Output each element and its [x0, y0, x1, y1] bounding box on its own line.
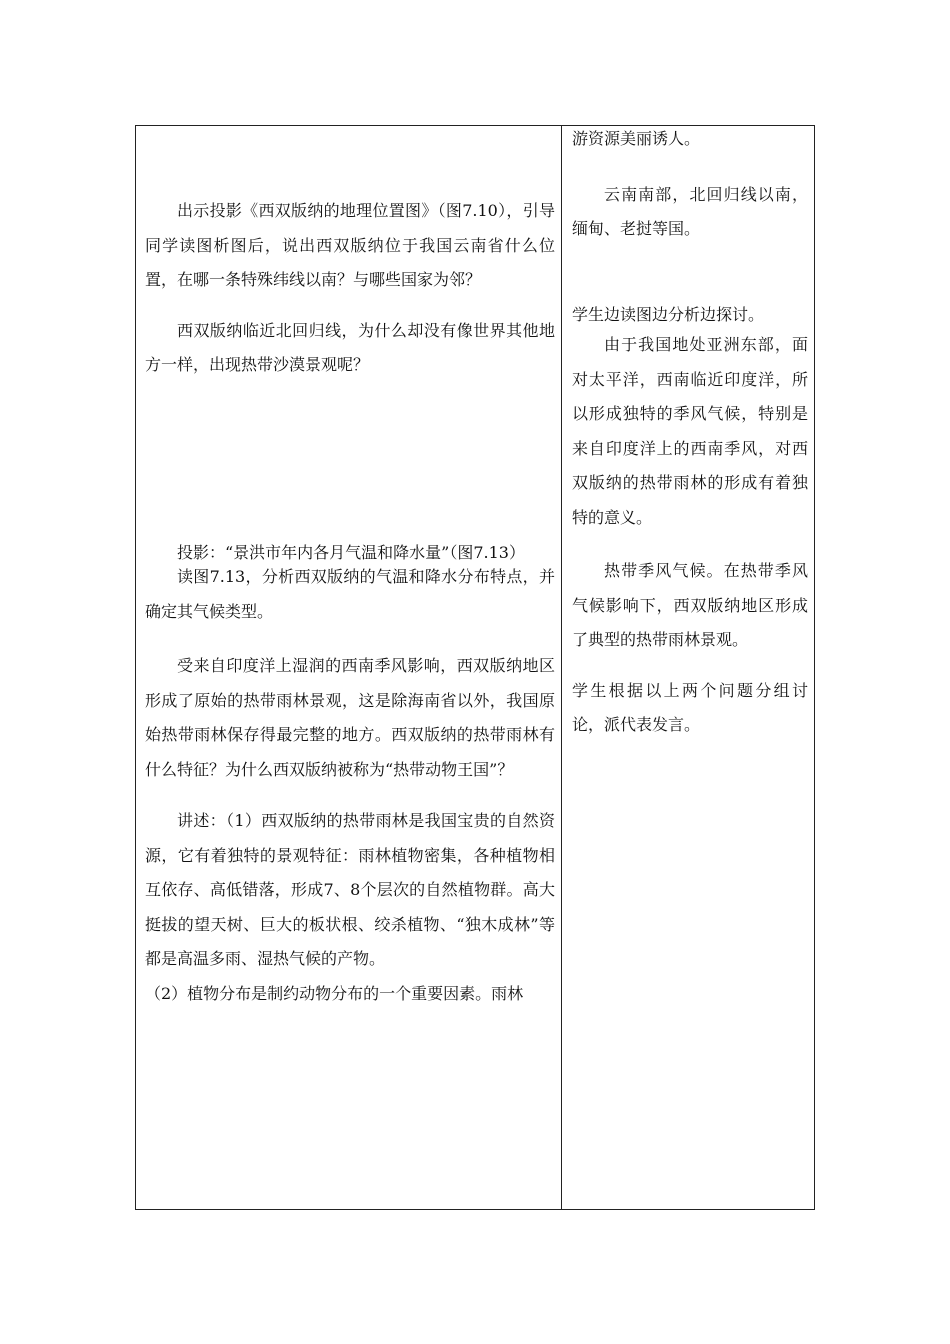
left-paragraph-5: 受来自印度洋上湿润的西南季风影响，西双版纳地区形成了原始的热带雨林景观，这是除海南省以外，我国原始热带雨林保存得最完整的地方。西双版纳的热带雨林有什么特征？为什么西双版纳被称为“热带动物王国”？	[145, 656, 555, 779]
right-paragraph-3: 学生边读图边分析边探讨。	[572, 304, 765, 324]
right-paragraph-5: 热带季风气候。在热带季风气候影响下，西双版纳地区形成了典型的热带雨林景观。	[572, 561, 808, 649]
right-paragraph-2: 云南南部，北回归线以南，缅甸、老挝等国。	[572, 184, 808, 238]
left-paragraph-1: 出示投影《西双版纳的地理位置图》（图7.10），引导同学读图析图后，说出西双版纳位于我国云南省什么位置，在哪一条特殊纬线以南？与哪些国家为邻？	[145, 201, 555, 289]
left-paragraph-6: 讲述：（1）西双版纳的热带雨林是我国宝贵的自然资源，它有着独特的景观特征：雨林植物密集，各种植物相互依存、高低错落，形成7、8个层次的自然植物群。高大挺拔的望天树、巨大的板状根、绞杀植物、“独木成林”等都是高温多雨、湿热气候的产物。	[145, 811, 555, 968]
left-paragraph-3: 投影：“景洪市年内各月气温和降水量”（图7.13）	[177, 542, 525, 562]
right-paragraph-6: 学生根据以上两个问题分组讨论，派代表发言。	[572, 680, 808, 734]
right-paragraph-4: 由于我国地处亚洲东部，面对太平洋，西南临近印度洋，所以形成独特的季风气候，特别是来自印度洋上的西南季风，对西双版纳的热带雨林的形成有着独特的意义。	[572, 335, 808, 527]
left-paragraph-4: 读图7.13，分析西双版纳的气温和降水分布特点，并确定其气候类型。	[145, 567, 555, 621]
teacher-activity-column	[145, 125, 555, 1011]
right-paragraph-1: 游资源美丽诱人。	[572, 129, 701, 148]
left-paragraph-7: （2）植物分布是制约动物分布的一个重要因素。雨林	[145, 983, 524, 1003]
student-activity-column	[572, 125, 808, 743]
column-divider	[561, 125, 562, 1210]
left-paragraph-2: 西双版纳临近北回归线，为什么却没有像世界其他地方一样，出现热带沙漠景观呢？	[145, 320, 555, 374]
